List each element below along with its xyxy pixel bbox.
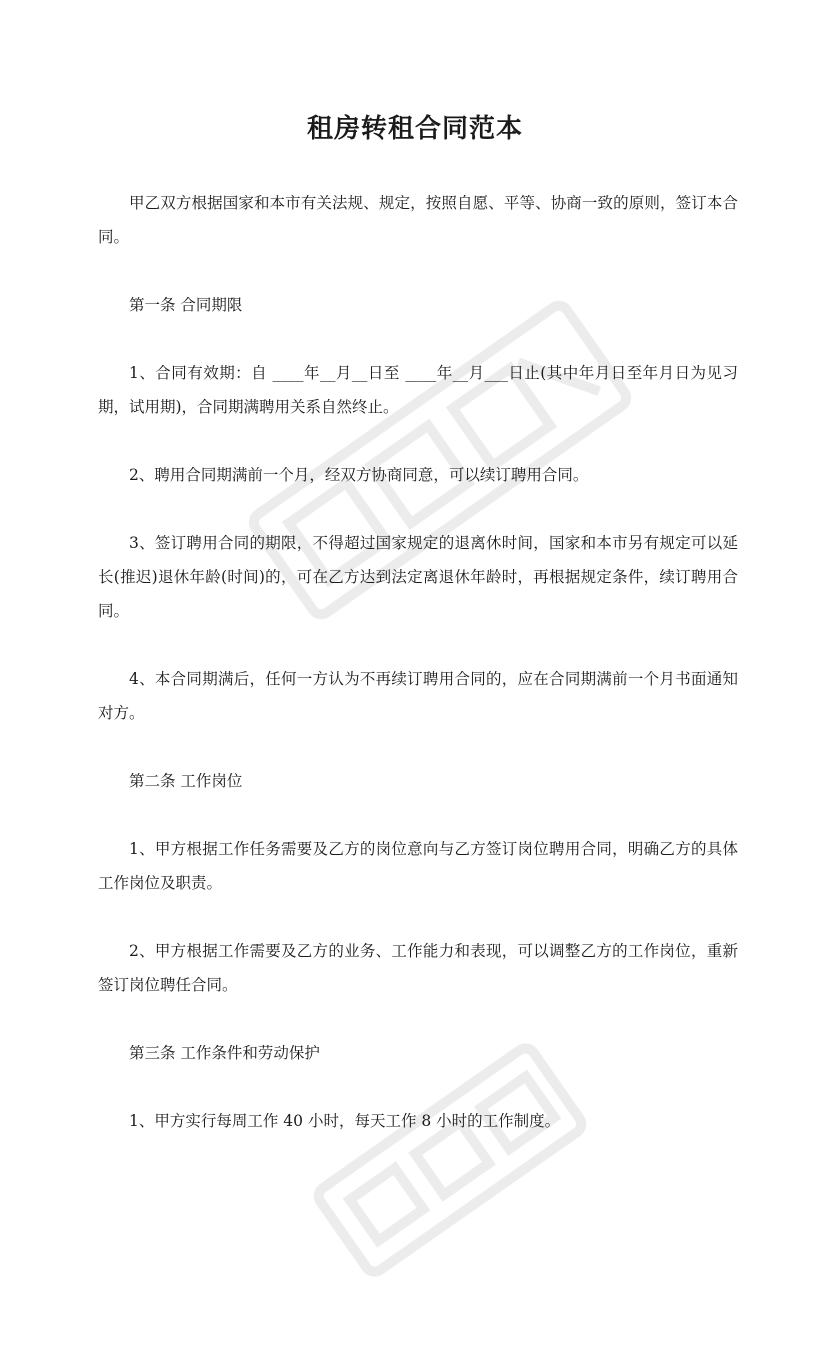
clause-paragraph: 1、合同有效期：自 ____年__月__日至 ____年__月___日止(其中年月日至年月日为见习期，试用期)，合同期满聘用关系自然终止。 xyxy=(98,364,738,416)
section-heading: 第二条 工作岗位 xyxy=(129,772,243,790)
page-title: 租房转租合同范本 xyxy=(306,114,523,144)
clause-paragraph: 3、签订聘用合同的期限，不得超过国家规定的退离休时间，国家和本市另有规定可以延长(推迟)退休年龄(时间)的，可在乙方达到法定离退休年龄时，再根据规定条件，续订聘用合同。 xyxy=(98,534,738,620)
clause-paragraph: 4、本合同期满后，任何一方认为不再续订聘用合同的，应在合同期满前一个月书面通知对方。 xyxy=(98,670,738,722)
clause-paragraph: 1、甲方根据工作任务需要及乙方的岗位意向与乙方签订岗位聘用合同，明确乙方的具体工作岗位及职责。 xyxy=(98,840,738,892)
clause-paragraph: 2、聘用合同期满前一个月，经双方协商同意，可以续订聘用合同。 xyxy=(129,466,589,484)
section-heading: 第一条 合同期限 xyxy=(129,296,243,314)
document-body xyxy=(98,186,738,1138)
clause-paragraph: 1、甲方实行每周工作 40 小时，每天工作 8 小时的工作制度。 xyxy=(129,1112,561,1130)
clause-paragraph: 2、甲方根据工作需要及乙方的业务、工作能力和表现，可以调整乙方的工作岗位，重新签订岗位聘任合同。 xyxy=(98,942,738,994)
section-heading: 第三条 工作条件和劳动保护 xyxy=(129,1044,320,1062)
intro-paragraph: 甲乙双方根据国家和本市有关法规、规定，按照自愿、平等、协商一致的原则，签订本合同。 xyxy=(98,194,738,246)
